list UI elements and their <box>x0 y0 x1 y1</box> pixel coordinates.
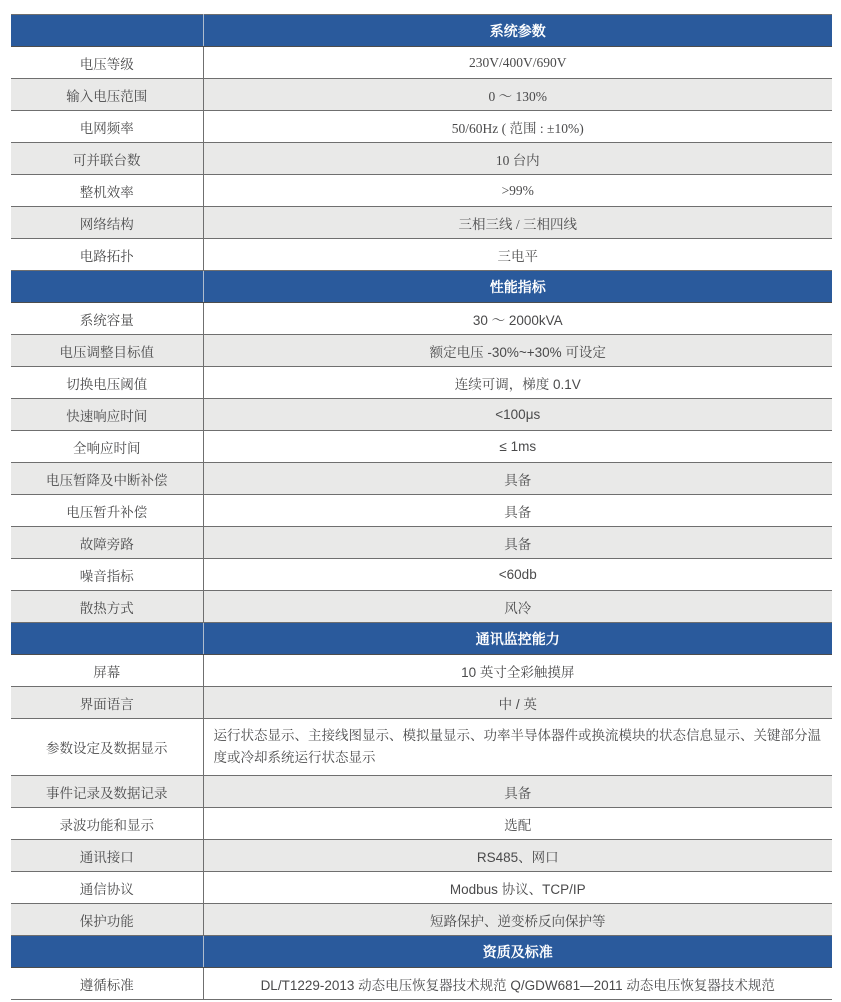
section-title: 性能指标 <box>203 271 832 303</box>
section-header-row <box>11 936 832 968</box>
spec-row <box>11 840 832 872</box>
spec-row-value: 具备 <box>203 527 832 559</box>
spec-row-label: 屏幕 <box>11 655 203 687</box>
spec-row-value: 0 ～ 130% <box>203 79 832 111</box>
spec-row <box>11 968 832 1000</box>
spec-row <box>11 239 832 271</box>
spec-row-label: 电压等级 <box>11 47 203 79</box>
spec-row-label: 噪音指标 <box>11 559 203 591</box>
spec-row-label: 通信协议 <box>11 872 203 904</box>
spec-row <box>11 904 832 936</box>
spec-row <box>11 303 832 335</box>
spec-row-value: 连续可调，梯度 0.1V <box>203 367 832 399</box>
section-title: 系统参数 <box>203 15 832 47</box>
spec-row <box>11 808 832 840</box>
spec-table-body <box>11 15 832 1000</box>
section-header-row <box>11 15 832 47</box>
spec-row <box>11 207 832 239</box>
spec-row-label: 遵循标准 <box>11 968 203 1000</box>
spec-row-label: 录波功能和显示 <box>11 808 203 840</box>
section-header-row <box>11 271 832 303</box>
spec-row-label: 快速响应时间 <box>11 399 203 431</box>
spec-row <box>11 527 832 559</box>
spec-row-value: 10 英寸全彩触摸屏 <box>203 655 832 687</box>
spec-row <box>11 687 832 719</box>
spec-row-value: RS485、网口 <box>203 840 832 872</box>
spec-row <box>11 143 832 175</box>
section-header-spacer <box>11 271 203 303</box>
spec-row <box>11 399 832 431</box>
spec-row-value: 三相三线 / 三相四线 <box>203 207 832 239</box>
spec-row <box>11 776 832 808</box>
spec-row <box>11 367 832 399</box>
spec-row-label: 系统容量 <box>11 303 203 335</box>
spec-row-value: 230V/400V/690V <box>203 47 832 79</box>
spec-row-value: 具备 <box>203 495 832 527</box>
spec-row-label: 参数设定及数据显示 <box>11 719 203 776</box>
section-header-spacer <box>11 623 203 655</box>
spec-row-value: 风冷 <box>203 591 832 623</box>
section-header-spacer <box>11 936 203 968</box>
spec-row-value: 运行状态显示、主接线图显示、模拟量显示、功率半导体器件或换流模块的状态信息显示、关键部分温度或冷却系统运行状态显示 <box>203 719 832 776</box>
spec-row-label: 整机效率 <box>11 175 203 207</box>
spec-row-label: 切换电压阈值 <box>11 367 203 399</box>
spec-row-label: 电压调整目标值 <box>11 335 203 367</box>
spec-row <box>11 591 832 623</box>
spec-row-label: 网络结构 <box>11 207 203 239</box>
spec-row-value: 50/60Hz ( 范围 : ±10%) <box>203 111 832 143</box>
section-header-row <box>11 623 832 655</box>
spec-row-value: <60db <box>203 559 832 591</box>
section-title: 资质及标准 <box>203 936 832 968</box>
spec-row-label: 通讯接口 <box>11 840 203 872</box>
spec-row-label: 界面语言 <box>11 687 203 719</box>
spec-row <box>11 872 832 904</box>
spec-row-value: 三电平 <box>203 239 832 271</box>
spec-row <box>11 431 832 463</box>
spec-row-value: 额定电压 -30%~+30% 可设定 <box>203 335 832 367</box>
spec-row-value: ≤ 1ms <box>203 431 832 463</box>
spec-row-label: 散热方式 <box>11 591 203 623</box>
spec-row <box>11 719 832 776</box>
spec-row-label: 可并联台数 <box>11 143 203 175</box>
section-header-spacer <box>11 15 203 47</box>
spec-row-value: 中 / 英 <box>203 687 832 719</box>
spec-row-value: 短路保护、逆变桥反向保护等 <box>203 904 832 936</box>
spec-row-label: 电网频率 <box>11 111 203 143</box>
spec-row <box>11 335 832 367</box>
spec-row-label: 故障旁路 <box>11 527 203 559</box>
spec-row <box>11 495 832 527</box>
spec-row-value: >99% <box>203 175 832 207</box>
spec-row-value: DL/T1229-2013 动态电压恢复器技术规范 Q/GDW681—2011 动态电压恢复器技术规范 <box>203 968 832 1000</box>
spec-row-label: 事件记录及数据记录 <box>11 776 203 808</box>
spec-row <box>11 559 832 591</box>
spec-row <box>11 463 832 495</box>
spec-row-value: 具备 <box>203 463 832 495</box>
spec-table <box>11 14 832 1000</box>
spec-row-value: 选配 <box>203 808 832 840</box>
spec-row-label: 保护功能 <box>11 904 203 936</box>
spec-row-value: 具备 <box>203 776 832 808</box>
spec-row-label: 电压暂升补偿 <box>11 495 203 527</box>
spec-row-value: 10 台内 <box>203 143 832 175</box>
spec-row <box>11 175 832 207</box>
spec-row-value: 30 ～ 2000kVA <box>203 303 832 335</box>
spec-row-label: 电路拓扑 <box>11 239 203 271</box>
spec-row <box>11 79 832 111</box>
spec-row-value: <100μs <box>203 399 832 431</box>
spec-row <box>11 47 832 79</box>
spec-row-label: 电压暂降及中断补偿 <box>11 463 203 495</box>
spec-row-label: 全响应时间 <box>11 431 203 463</box>
spec-row <box>11 111 832 143</box>
spec-row-label: 输入电压范围 <box>11 79 203 111</box>
spec-row-value: Modbus 协议、TCP/IP <box>203 872 832 904</box>
spec-row <box>11 655 832 687</box>
section-title: 通讯监控能力 <box>203 623 832 655</box>
